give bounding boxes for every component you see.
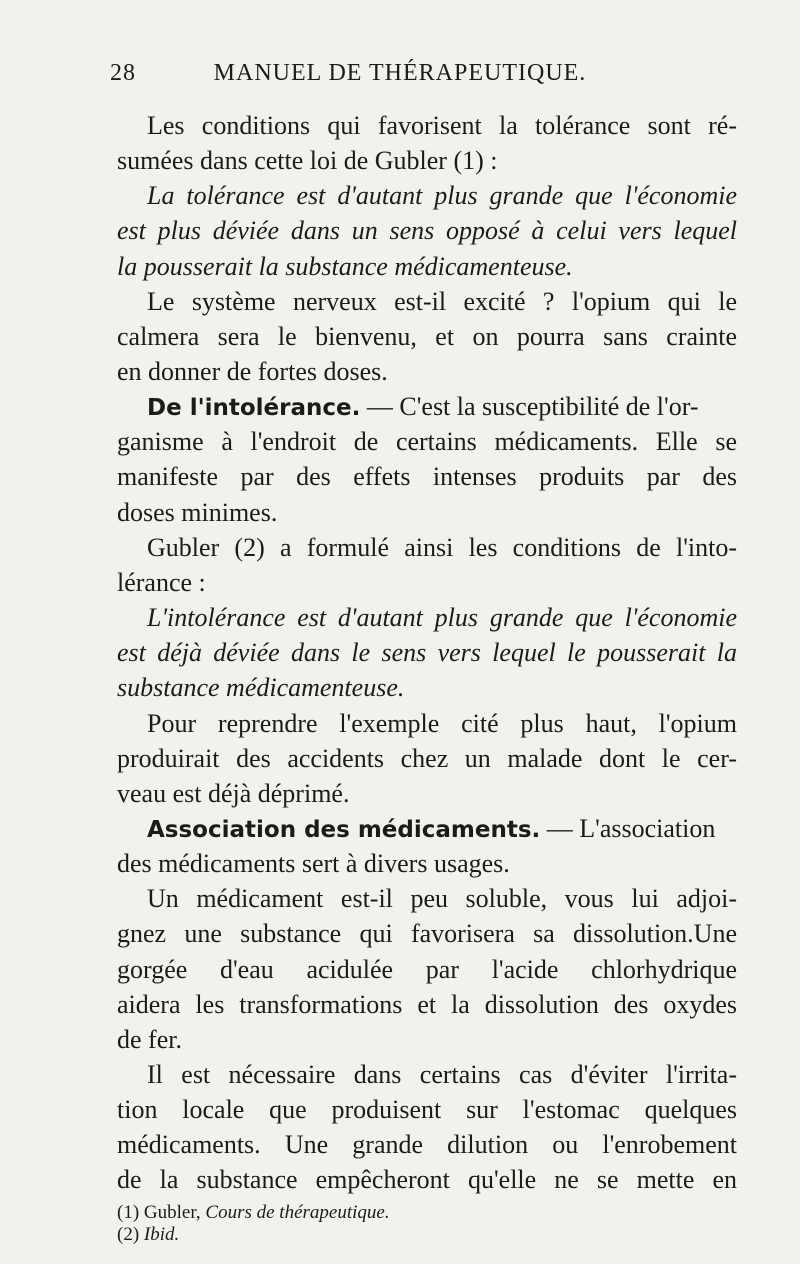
- text-line: La tolérance est d'autant plus grande que l'économie: [147, 181, 737, 211]
- footnote-text: Ibid.: [143, 1223, 180, 1245]
- text-line: gnez une substance qui favorisera sa dissolution.Une: [117, 919, 737, 949]
- text-line: Il est nécessaire dans certains cas d'éviter l'irrita-: [147, 1059, 737, 1089]
- footnote: [117, 1224, 179, 1246]
- text-line: produirait des accidents chez un malade dont le cer-: [117, 743, 737, 773]
- text-line: substance médicamenteuse.: [117, 673, 405, 703]
- text-line: tion locale que produisent sur l'estomac quelques: [117, 1095, 737, 1125]
- section-heading: De l'intolérance.: [147, 395, 361, 422]
- footnote-text: Cours de thérapeutique.: [205, 1201, 390, 1223]
- text-line: aidera les transformations et la dissolution des oxydes: [117, 989, 737, 1019]
- footnote-mark: (1) Gubler,: [117, 1201, 206, 1223]
- text-line: est plus déviée dans un sens opposé à celui vers lequel: [117, 216, 737, 246]
- text-line: doses minimes.: [117, 497, 278, 527]
- text-line: Le système nerveux est-il excité ? l'opium qui le: [147, 286, 737, 316]
- text-line: [117, 811, 737, 848]
- text-line: L'intolérance est d'autant plus grande que l'économie: [147, 603, 737, 633]
- text-line: de fer.: [117, 1024, 182, 1054]
- text-line: sumées dans cette loi de Gubler (1) :: [117, 146, 498, 176]
- text-line: médicaments. Une grande dilution ou l'enrobement: [117, 1130, 737, 1160]
- text-line: — C'est la susceptibilité de l'or-: [360, 392, 699, 422]
- page-number: 28: [110, 60, 136, 86]
- text-line: Pour reprendre l'exemple cité plus haut, l'opium: [147, 708, 737, 738]
- section-heading: Association des médicaments.: [147, 816, 541, 843]
- running-title: MANUEL DE THÉRAPEUTIQUE.: [213, 60, 587, 86]
- text-line: — L'association: [540, 813, 716, 843]
- page-header: [110, 60, 690, 96]
- footnote-mark: (2): [117, 1223, 144, 1245]
- text-line: en donner de fortes doses.: [117, 357, 388, 387]
- text-line: Gubler (2) a formulé ainsi les conditions de l'into-: [147, 532, 737, 562]
- text-line: calmera sera le bienvenu, et on pourra sans crainte: [117, 321, 737, 351]
- text-line: [117, 389, 737, 426]
- text-line: manifeste par des effets intenses produits par des: [117, 462, 737, 492]
- text-line: ganisme à l'endroit de certains médicaments. Elle se: [117, 427, 737, 457]
- text-line: est déjà déviée dans le sens vers lequel le pousserait la: [117, 638, 737, 668]
- text-line: Les conditions qui favorisent la tolérance sont ré-: [147, 111, 737, 140]
- text-line: des médicaments sert à divers usages.: [117, 849, 510, 879]
- text-line: veau est déjà déprimé.: [117, 778, 350, 808]
- text-line: Un médicament est-il peu soluble, vous lui adjoi-: [147, 884, 737, 914]
- text-line: la pousserait la substance médicamenteuse.: [117, 251, 573, 281]
- text-line: lérance :: [117, 567, 206, 597]
- text-line: gorgée d'eau acidulée par l'acide chlorhydrique: [117, 954, 737, 984]
- text-line: de la substance empêcheront qu'elle ne se mette en: [117, 1165, 737, 1195]
- footnote: [117, 1202, 390, 1224]
